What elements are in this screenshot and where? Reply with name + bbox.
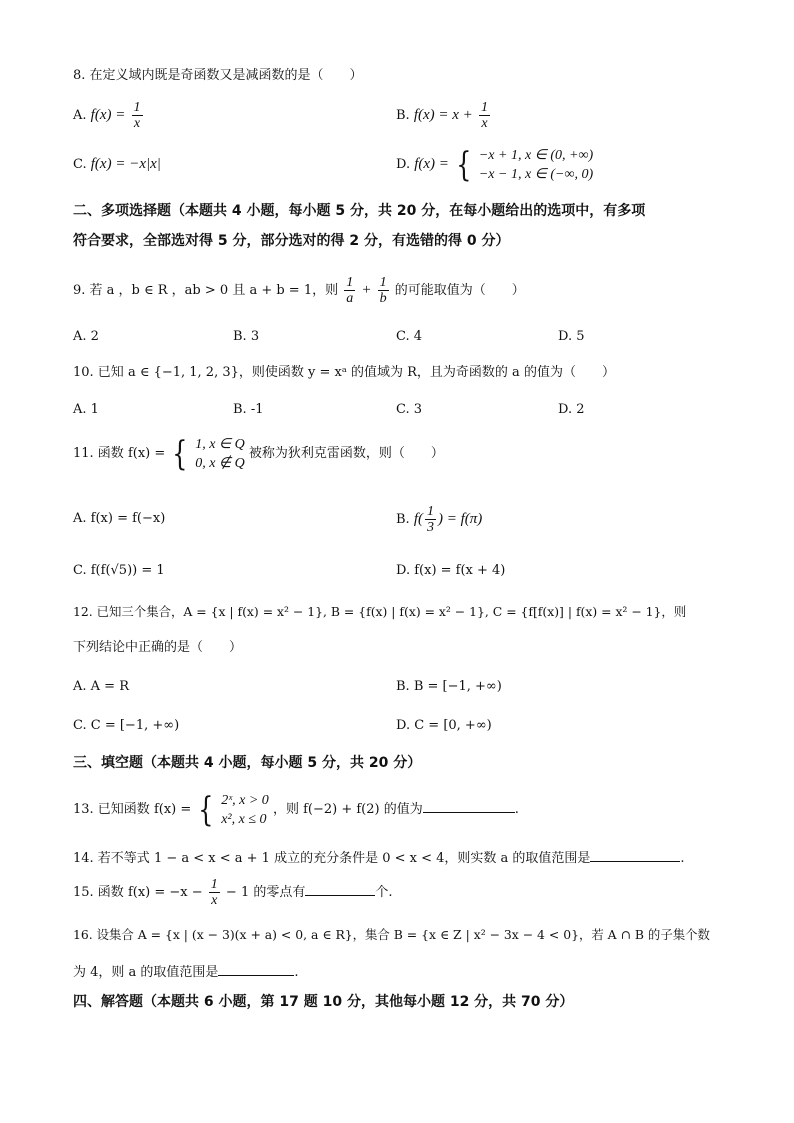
q9-option-d: D. 5 <box>558 329 585 344</box>
answer-blank <box>218 963 294 976</box>
denominator: 3 <box>427 520 434 535</box>
q16-end: . <box>294 965 299 980</box>
q15-end: 个. <box>375 885 393 900</box>
section3-heading: 三、填空题（本题共 4 小题，每小题 5 分，共 20 分） <box>73 755 422 771</box>
q11-cases <box>195 435 245 473</box>
q11-b-fraction <box>425 504 436 535</box>
q9-fraction-1 <box>344 275 355 306</box>
q13-stem-post: ，则 f(−2) + f(2) 的值为 <box>272 802 423 817</box>
q8-b-lhs: f(x) = x + <box>413 107 473 123</box>
q11-option-c: C. f(f(√5)) = 1 <box>73 563 165 578</box>
q8-stem: 8. 在定义域内既是奇函数又是减函数的是（ ） <box>73 68 363 83</box>
q8-c-expr: f(x) = −x|x| <box>90 156 161 172</box>
denominator: x <box>211 893 218 908</box>
q9-option-c: C. 4 <box>396 329 423 344</box>
q8-a-label: A. <box>73 108 87 123</box>
numerator: 1 <box>379 275 387 290</box>
q9-option-a: A. 2 <box>73 329 99 344</box>
q12-option-c: C. C = [−1, +∞) <box>73 718 180 733</box>
q12-stem-line1: 12. 已知三个集合，A = {x | f(x) = x² − 1}, B = {f(x) | f(x) = x² − 1}, C = {f[f(x)] | f(x) = x² − 1}，则 <box>73 604 687 619</box>
section4-heading: 四、解答题（本题共 6 小题，第 17 题 10 分，其他每小题 12 分，共 70 分） <box>73 994 574 1010</box>
q15-fraction <box>209 877 220 908</box>
denominator: x <box>133 116 141 131</box>
q10-stem: 10. 已知 a ∈ {−1, 1, 2, 3}，则使函数 y = xᵃ 的值域为 R，且为奇函数的 a 的值为（ ） <box>73 365 615 380</box>
answer-blank <box>423 800 515 813</box>
q12-option-b: B. B = [−1, +∞) <box>396 679 502 694</box>
case-1: 2ˣ, x > 0 <box>221 792 269 808</box>
case-2: x², x ≤ 0 <box>221 811 267 827</box>
q10-option-d: D. 2 <box>558 402 585 417</box>
q9-fraction-2 <box>378 275 389 306</box>
left-brace: { <box>456 144 472 185</box>
q11-option-d: D. f(x) = f(x + 4) <box>396 563 506 578</box>
q12-option-a: A. A = R <box>73 679 129 694</box>
q8-b-label: B. <box>396 108 410 123</box>
case-1: −x + 1, x ∈ (0, +∞) <box>478 147 594 163</box>
q10-option-c: C. 3 <box>396 402 423 417</box>
numerator: 1 <box>133 100 141 115</box>
left-brace: { <box>172 433 188 474</box>
q8-option-a <box>73 96 145 135</box>
q9-stem-post: 的可能取值为（ ） <box>394 283 525 298</box>
q9-stem <box>73 272 525 309</box>
q8-option-d <box>396 143 593 186</box>
q16-stem-line1: 16. 设集合 A = {x | (x − 3)(x + a) < 0, a ∈ R}，集合 B = {x ∈ Z | x² − 3x − 4 < 0}，若 A ∩ B 的子集个数 <box>73 927 710 942</box>
q16-stem: 为 4，则 a 的取值范围是 <box>73 965 219 980</box>
q10-option-a: A. 1 <box>73 402 99 417</box>
case-2: −x − 1, x ∈ (−∞, 0) <box>478 166 594 182</box>
q14-stem-line <box>73 849 685 867</box>
section2-heading-line1: 二、多项选择题（本题共 4 小题，每小题 5 分，共 20 分，在每小题给出的选项中，有多项 <box>73 203 646 219</box>
q11-option-b <box>396 499 482 540</box>
denominator: a <box>346 291 354 306</box>
q12-stem-line2: 下列结论中正确的是（ ） <box>73 640 243 655</box>
answer-blank <box>305 883 375 896</box>
q15-stem-pre: 15. 函数 f(x) = −x − <box>73 885 203 900</box>
q16-stem-line2 <box>73 963 299 981</box>
q11-option-a: A. f(x) = f(−x) <box>73 511 166 526</box>
q11-stem <box>73 433 444 475</box>
q15-stem-mid: − 1 的零点有 <box>225 885 306 900</box>
section2-heading-line2: 符合要求，全部选对得 5 分，部分选对的得 2 分，有选错的得 0 分） <box>73 233 510 249</box>
numerator: 1 <box>480 100 488 115</box>
q12-option-d: D. C = [0, +∞) <box>396 718 492 733</box>
q8-option-c <box>73 156 161 173</box>
numerator: 1 <box>427 504 434 519</box>
case-2: 0, x ∉ Q <box>195 455 245 471</box>
q11-stem-post: 被称为狄利克雷函数，则（ ） <box>248 446 444 461</box>
answer-blank <box>590 849 680 862</box>
q8-d-label: D. <box>396 157 411 172</box>
denominator: x <box>481 116 488 131</box>
q8-c-label: C. <box>73 157 87 172</box>
q13-stem <box>73 788 519 832</box>
q8-a-fraction <box>132 100 143 131</box>
q9-option-b: B. 3 <box>233 329 260 344</box>
q13-stem-pre: 13. 已知函数 f(x) = <box>73 802 192 817</box>
q8-d-cases <box>479 146 593 184</box>
numerator: 1 <box>210 877 218 892</box>
q9-stem-pre: 9. 若 a ，b ∈ R ，ab > 0 且 a + b = 1，则 <box>73 283 339 298</box>
q15-stem-line <box>73 875 393 911</box>
q8-a-lhs: f(x) = <box>90 107 126 123</box>
q13-cases <box>221 791 269 829</box>
case-1: 1, x ∈ Q <box>195 436 245 452</box>
q10-option-b: B. -1 <box>233 402 264 417</box>
q11-b-label: B. <box>396 512 410 527</box>
numerator: 1 <box>346 275 354 290</box>
q11-b-pre: f( <box>413 511 423 527</box>
q14-stem: 14. 若不等式 1 − a < x < a + 1 成立的充分条件是 0 < x < 4，则实数 a 的取值范围是 <box>73 851 591 866</box>
denominator: b <box>379 291 387 306</box>
q11-b-post: ) = f(π) <box>438 511 483 527</box>
q8-option-b <box>396 96 492 135</box>
q13-end: . <box>514 802 519 817</box>
q8-b-fraction <box>479 100 490 131</box>
q14-end: . <box>680 851 685 866</box>
q11-stem-pre: 11. 函数 f(x) = <box>73 446 166 461</box>
left-brace: { <box>198 789 214 830</box>
q8-d-lhs: f(x) = <box>414 156 449 172</box>
plus-sign: + <box>361 282 372 298</box>
